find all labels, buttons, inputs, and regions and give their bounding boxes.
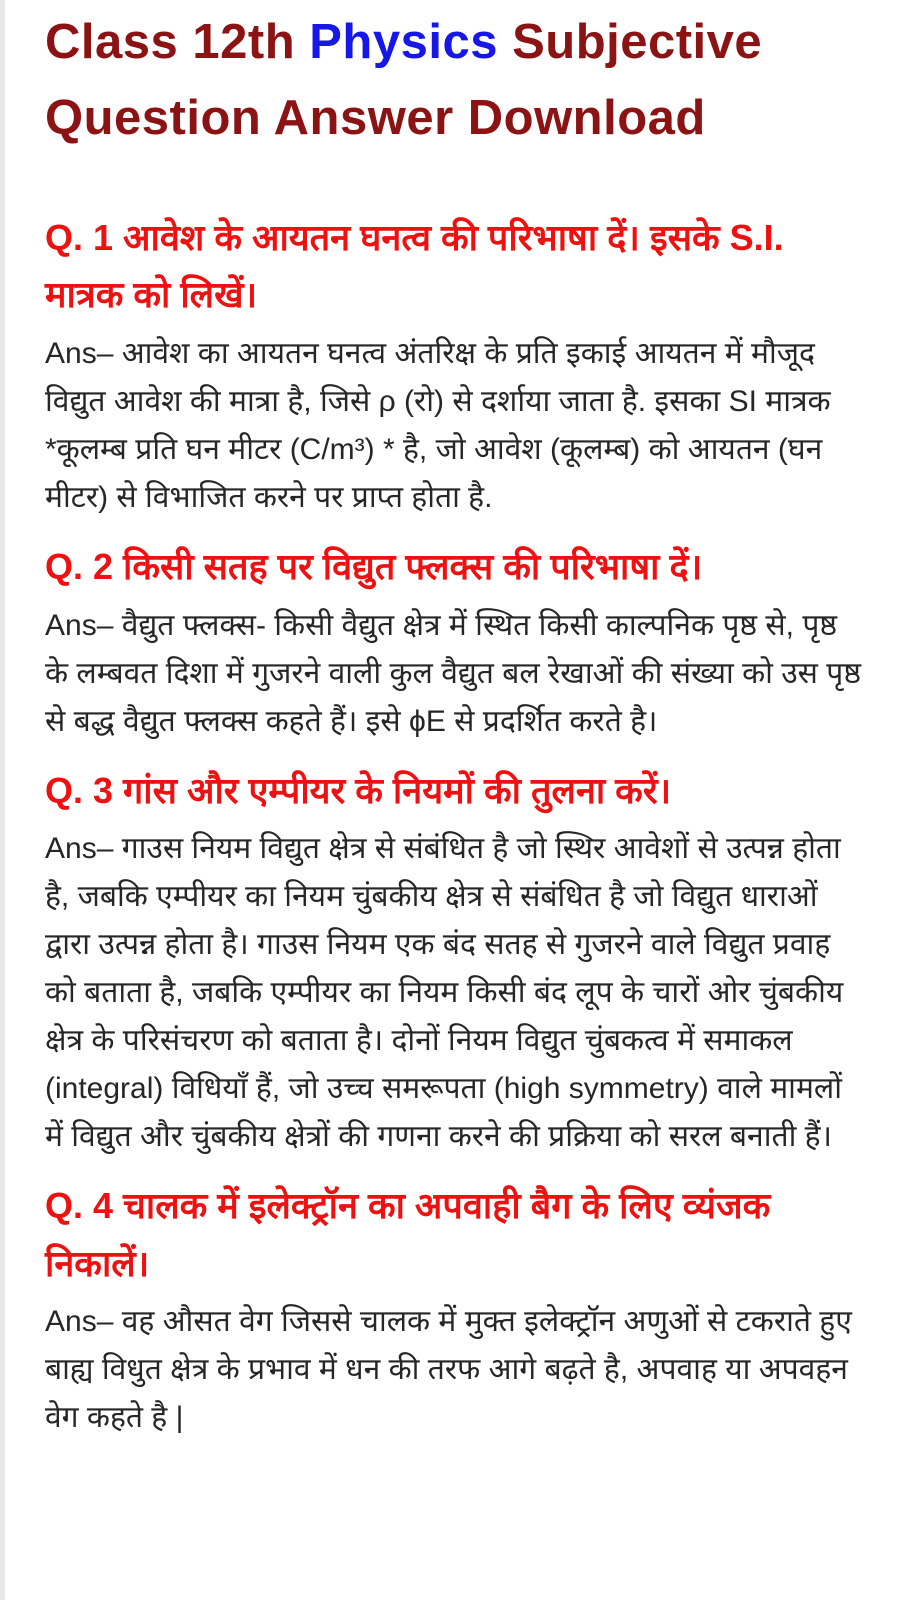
question-2-heading: Q. 2 किसी सतह पर विद्युत फ्लक्स की परिभाषा दें। (45, 546, 703, 588)
qa-block-2 (45, 538, 863, 746)
qa-block-1 (45, 209, 863, 522)
question-3-heading: Q. 3 गांस और एम्पीयर के नियमों की तुलना करें। (45, 769, 672, 811)
left-edge-strip (0, 0, 5, 1600)
qa-block-4 (45, 1177, 863, 1442)
question-2-answer: Ans– वैद्युत फ्लक्स- किसी वैद्युत क्षेत्र में स्थित किसी काल्पनिक पृष्ठ से, पृष्ठ के लम्बवत दिशा में गुजरने वाली कुल वैद्युत बल रेखाओं की संख्या को उस पृष्ठ से बद्ध वैद्युत फ्लक्स कहते हैं। इसे ϕE से प्रदर्शित करते है। (45, 608, 861, 738)
qa-block-3 (45, 762, 863, 1162)
page-title (45, 4, 860, 157)
page-title-part-physics: Physics (309, 15, 498, 69)
question-3-answer: Ans– गाउस नियम विद्युत क्षेत्र से संबंधित है जो स्थिर आवेशों से उत्पन्न होता है, जबकि एम्पीयर का नियम चुंबकीय क्षेत्र से संबंधित है जो विद्युत धाराओं द्वारा उत्पन्न होता है। गाउस नियम एक बंद सतह से गुजरने वाले विद्युत प्रवाह को बताता है, जबकि एम्पीयर का नियम किसी बंद लूप के चारों ओर चुंबकीय क्षेत्र के परिसंचरण को बताता है। दोनों नियम विद्युत चुंबकत्व में समाकल (integral) विधियाँ हैं, जो उच्च समरूपता (high symmetry) वाले मामलों में विद्युत और चुंबकीय क्षेत्रों की गणना करने की प्रक्रिया को सरल बनाती हैं। (45, 832, 844, 1154)
question-4-heading: Q. 4 चालक में इलेक्ट्रॉन का अपवाही बैग के लिए व्यंजक निकालें। (45, 1185, 771, 1284)
question-4-answer: Ans– वह औसत वेग जिससे चालक में मुक्त इलेक्ट्रॉन अणुओं से टकराते हुए बाह्य विधुत क्षेत्र के प्रभाव में धन की तरफ आगे बढ़ते है, अपवाह या अपवहन वेग कहते है | (45, 1305, 852, 1435)
question-1-heading: Q. 1 आवेश के आयतन घनत्व की परिभाषा दें। इसके S.I. मात्रक को लिखें। (45, 216, 784, 316)
question-1-answer: Ans– आवेश का आयतन घनत्व अंतरिक्ष के प्रति इकाई आयतन में मौजूद विद्युत आवेश की मात्रा है, जिसे ρ (रो) से दर्शाया जाता है. इसका SI मात्रक *कूलम्ब प्रति घन मीटर (C/m³) * है, जो आवेश (कूलम्ब) को आयतन (घन मीटर) से विभाजित करने पर प्राप्त होता है. (45, 337, 831, 515)
page-title-part-1: Class 12th (45, 15, 310, 69)
page-title-part-3: Subjective Question Answer Download (45, 15, 763, 146)
